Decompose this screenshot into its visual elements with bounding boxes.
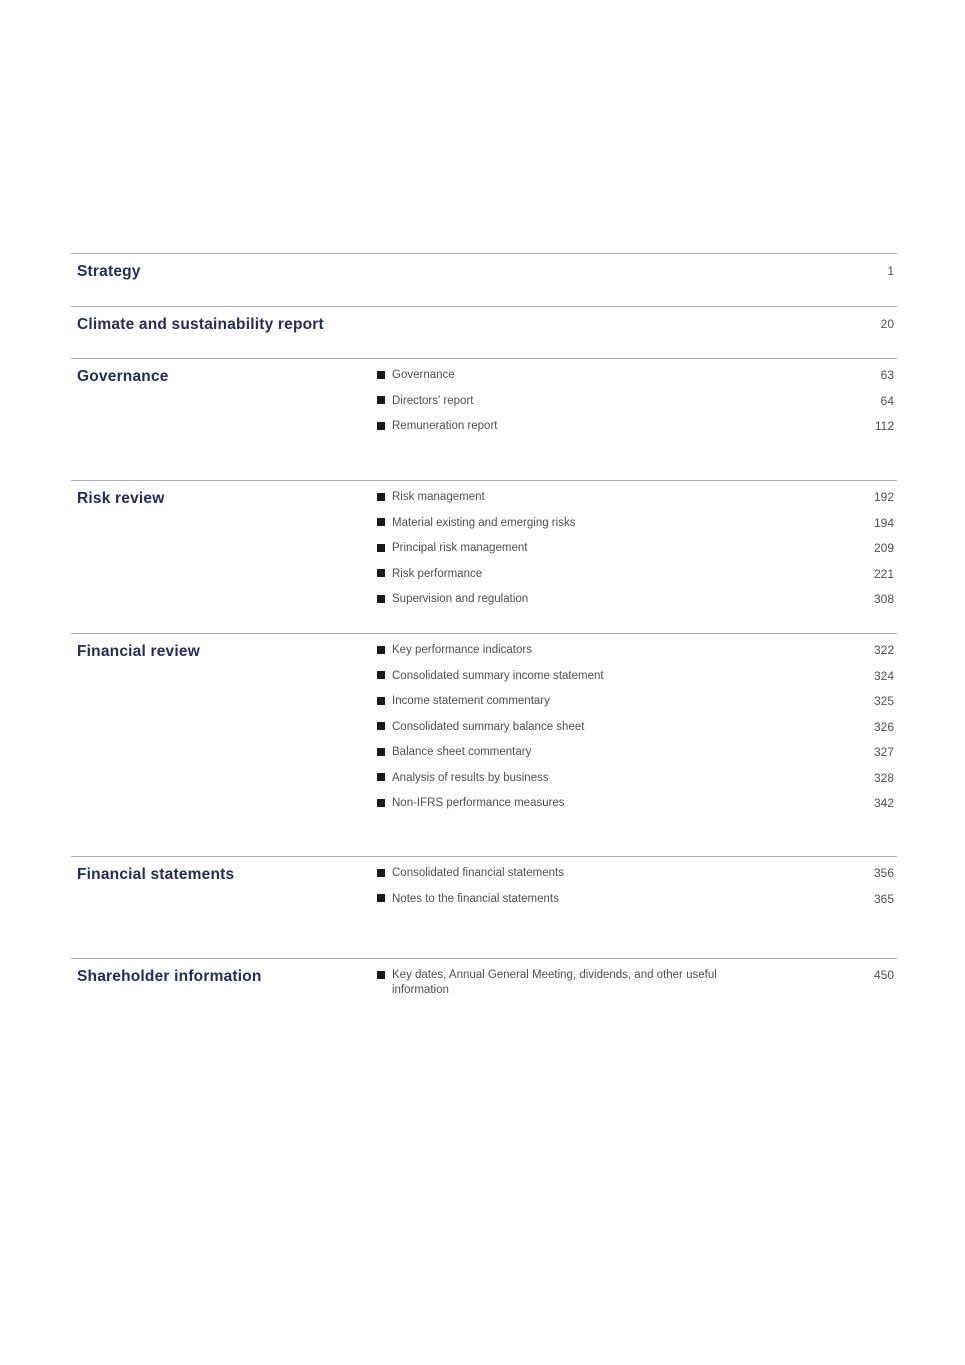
- entry-label: Consolidated financial statements: [392, 867, 564, 879]
- toc-entry[interactable]: [377, 968, 897, 997]
- entry-page-number: 356: [873, 866, 894, 880]
- toc-entry[interactable]: [377, 643, 897, 658]
- toc-entry[interactable]: [377, 592, 897, 607]
- toc-entry[interactable]: [377, 567, 897, 582]
- bullet-square-icon: [377, 671, 385, 679]
- entry-label: Supervision and regulation: [392, 593, 529, 605]
- toc-entry: [377, 316, 897, 332]
- toc-entry[interactable]: [377, 866, 897, 881]
- bullet-square-icon: [377, 722, 385, 730]
- toc-section-financial-review: [71, 633, 897, 856]
- toc-entry: [377, 263, 897, 279]
- bullet-square-icon: [377, 971, 385, 979]
- section-items: [377, 968, 897, 1008]
- entry-page-number: 308: [873, 592, 894, 606]
- bullet-square-icon: [377, 518, 385, 526]
- toc-entry[interactable]: [377, 720, 897, 735]
- section-items: [377, 316, 897, 332]
- toc-entry[interactable]: [377, 771, 897, 786]
- toc-entry[interactable]: [377, 394, 897, 409]
- entry-page-number: 209: [873, 541, 894, 555]
- entry-label: Consolidated summary balance sheet: [392, 720, 585, 733]
- entry-page-number: 64: [880, 393, 894, 408]
- entry-label: Remuneration report: [392, 420, 498, 432]
- toc-section-governance: [71, 358, 897, 480]
- entry-page-number: 63: [880, 368, 894, 382]
- entry-page-number: 221: [873, 566, 894, 581]
- bullet-square-icon: [377, 569, 385, 577]
- toc-entry[interactable]: [377, 892, 897, 907]
- section-title-climate[interactable]: Climate and sustainability report: [77, 316, 324, 333]
- section-title-governance[interactable]: Governance: [77, 368, 169, 385]
- entry-label: Key performance indicators: [392, 644, 532, 656]
- section-page-number: 20: [880, 317, 894, 331]
- bullet-square-icon: [377, 697, 385, 705]
- section-items: [377, 263, 897, 279]
- bullet-square-icon: [377, 773, 385, 781]
- bullet-square-icon: [377, 493, 385, 501]
- section-title-financial-statements[interactable]: Financial statements: [77, 866, 235, 883]
- section-items: [377, 490, 897, 618]
- section-title-risk-review[interactable]: Risk review: [77, 490, 165, 507]
- entry-page-number: 326: [873, 719, 894, 734]
- toc-section-risk-review: [71, 480, 897, 633]
- bullet-square-icon: [377, 396, 385, 404]
- entry-label: Non-IFRS performance measures: [392, 797, 565, 809]
- toc-entry[interactable]: [377, 368, 897, 383]
- entry-label: Balance sheet commentary: [392, 746, 532, 758]
- bullet-square-icon: [377, 799, 385, 807]
- entry-label: Directors' report: [392, 394, 474, 407]
- entry-label: Notes to the financial statements: [392, 892, 559, 905]
- entry-page-number: 324: [873, 668, 894, 683]
- toc-entry[interactable]: [377, 745, 897, 760]
- entry-label: Key dates, Annual General Meeting, dividends, and other useful information: [392, 969, 717, 996]
- entry-label: Analysis of results by business: [392, 771, 549, 784]
- toc-section-strategy: [71, 253, 897, 306]
- section-title-strategy[interactable]: Strategy: [77, 263, 141, 280]
- bullet-square-icon: [377, 646, 385, 654]
- entry-page-number: 112: [874, 419, 894, 433]
- entry-label: Governance: [392, 369, 455, 381]
- bullet-square-icon: [377, 595, 385, 603]
- entry-label: Risk performance: [392, 567, 483, 580]
- entry-page-number: 192: [873, 490, 894, 504]
- entry-page-number: 365: [873, 891, 894, 906]
- bullet-square-icon: [377, 422, 385, 430]
- entry-page-number: 327: [873, 745, 894, 759]
- entry-page-number: 194: [873, 515, 894, 530]
- bullet-square-icon: [377, 371, 385, 379]
- toc-entry[interactable]: [377, 796, 897, 811]
- entry-page-number: 328: [873, 770, 894, 785]
- bullet-square-icon: [377, 544, 385, 552]
- entry-label: Principal risk management: [392, 542, 528, 554]
- toc-section-climate: [71, 306, 897, 358]
- entry-page-number: 325: [873, 694, 894, 708]
- section-items: [377, 643, 897, 822]
- bullet-square-icon: [377, 869, 385, 877]
- section-title-financial-review[interactable]: Financial review: [77, 643, 200, 660]
- toc-entry[interactable]: [377, 541, 897, 556]
- toc-section-financial-statements: [71, 856, 897, 958]
- toc-entry[interactable]: [377, 516, 897, 531]
- entry-label: Income statement commentary: [392, 695, 550, 707]
- toc-entry[interactable]: [377, 419, 897, 434]
- toc-entry[interactable]: [377, 694, 897, 709]
- table-of-contents: [71, 253, 897, 1068]
- entry-page-number: 450: [873, 968, 894, 982]
- entry-label: Material existing and emerging risks: [392, 516, 576, 529]
- section-items: [377, 866, 897, 917]
- section-items: [377, 368, 897, 445]
- section-page-number: 1: [887, 264, 894, 278]
- bullet-square-icon: [377, 748, 385, 756]
- entry-page-number: 322: [873, 643, 894, 657]
- entry-page-number: 342: [873, 796, 894, 810]
- toc-entry[interactable]: [377, 490, 897, 505]
- entry-label: Consolidated summary income statement: [392, 669, 604, 682]
- entry-label: Risk management: [392, 491, 485, 503]
- bullet-square-icon: [377, 894, 385, 902]
- toc-section-shareholder-information: [71, 958, 897, 1068]
- toc-entry[interactable]: [377, 669, 897, 684]
- section-title-shareholder-information[interactable]: Shareholder information: [77, 968, 262, 985]
